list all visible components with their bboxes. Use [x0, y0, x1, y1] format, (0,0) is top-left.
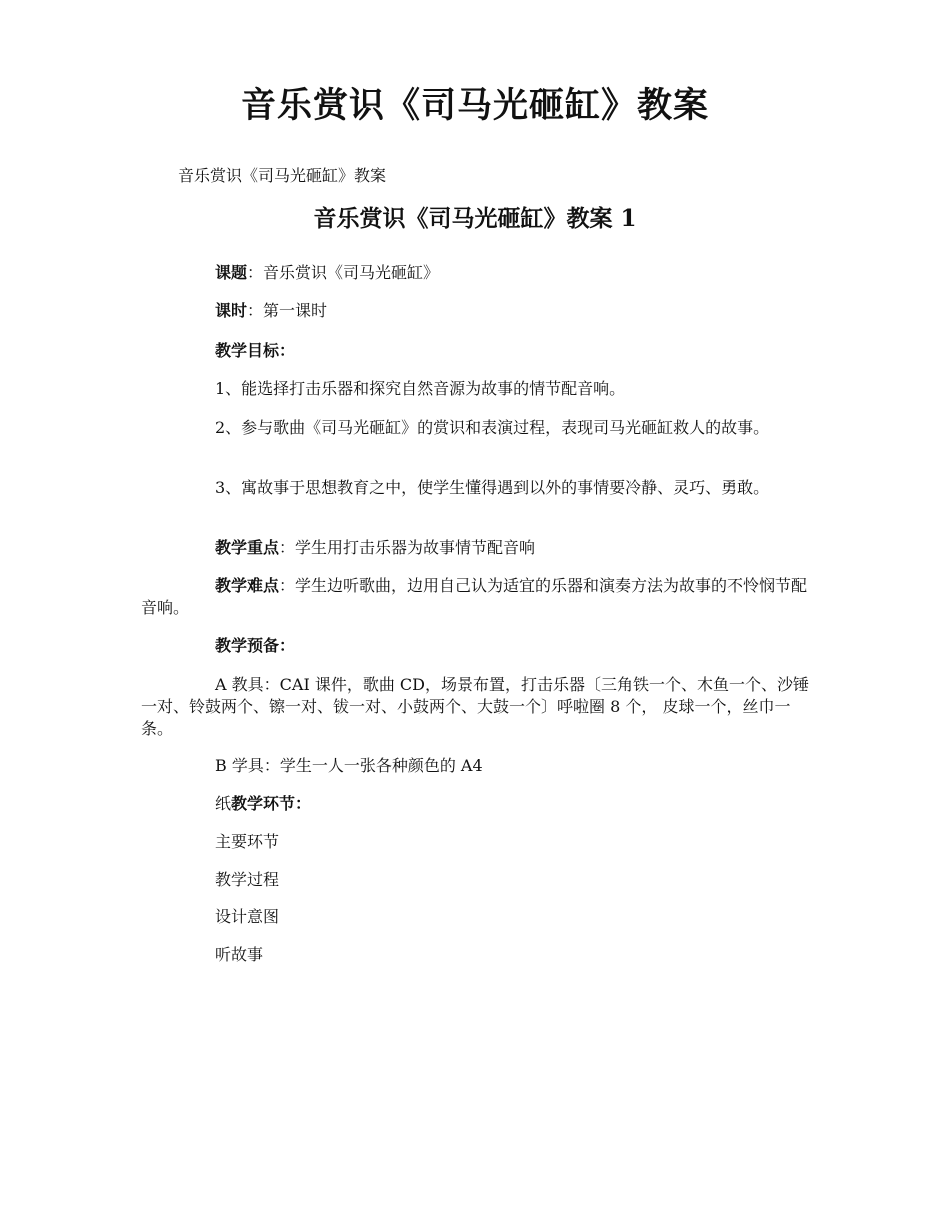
period-label: 课时 — [215, 301, 248, 320]
difficulty-line — [141, 575, 813, 619]
difficulty-value: ：学生边听歌曲，边用自己认为适宜的乐器和演奏方法为故事的不怜悯节配音响。 — [141, 576, 808, 617]
objective-1 — [141, 378, 813, 400]
topic-value: ：音乐赏识《司马光砸缸》 — [247, 263, 440, 282]
period-value: ：第一课时 — [247, 301, 328, 320]
column-main-steps — [141, 831, 813, 853]
step-listen-story — [141, 944, 813, 966]
column-teaching-process-text: 教学过程 — [215, 870, 280, 889]
steps-heading — [141, 793, 813, 815]
column-teaching-process — [141, 869, 813, 891]
objective-2 — [141, 417, 813, 439]
objective-1-text: 1、能选择打击乐器和探究自然音源为故事的情节配音响。 — [215, 379, 626, 398]
prep-a — [141, 674, 813, 740]
topic-label: 课题 — [215, 263, 248, 282]
objective-3-text: 3、寓故事于思想教育之中，使学生懂得遇到以外的事情要冷静、灵巧、勇敢。 — [215, 478, 770, 497]
steps-label: 教学环节： — [231, 794, 312, 813]
document-title: 音乐赏识《司马光砸缸》教案 — [240, 86, 709, 126]
prep-b-text: B 学具：学生一人一张各种颜色的 A4 — [215, 756, 483, 775]
document-subtitle: 音乐赏识《司马光砸缸》教案 — [178, 166, 387, 185]
difficulty-label: 教学难点 — [215, 576, 280, 595]
objectives-heading — [141, 340, 813, 362]
key-point-label: 教学重点 — [215, 538, 280, 557]
prep-a-text: A 教具：CAI 课件，歌曲 CD，场景布置，打击乐器〔三角铁一个、木鱼一个、沙锤一对、铃鼓两个、镲一对、钹一对、小鼓两个、大鼓一个〕呼啦圈 8 个， 皮球一个，丝巾一条。 — [141, 675, 810, 738]
column-design-intent — [141, 906, 813, 928]
period-line — [141, 300, 813, 322]
key-point-value: ：学生用打击乐器为故事情节配音响 — [279, 538, 536, 557]
key-point-line — [141, 537, 813, 559]
column-design-intent-text: 设计意图 — [215, 907, 280, 926]
prep-b — [141, 755, 813, 777]
column-main-steps-text: 主要环节 — [215, 832, 280, 851]
prep-heading — [141, 635, 813, 657]
objective-3 — [141, 477, 813, 499]
section-title: 音乐赏识《司马光砸缸》教案 1 — [313, 205, 637, 232]
topic-line — [141, 262, 813, 284]
step-listen-story-text: 听故事 — [215, 945, 264, 964]
objective-2-text: 2、参与歌曲《司马光砸缸》的赏识和表演过程，表现司马光砸缸救人的故事。 — [215, 418, 770, 437]
objectives-label: 教学目标： — [215, 341, 296, 360]
paper-prefix: 纸 — [215, 794, 232, 813]
prep-label: 教学预备： — [215, 636, 296, 655]
